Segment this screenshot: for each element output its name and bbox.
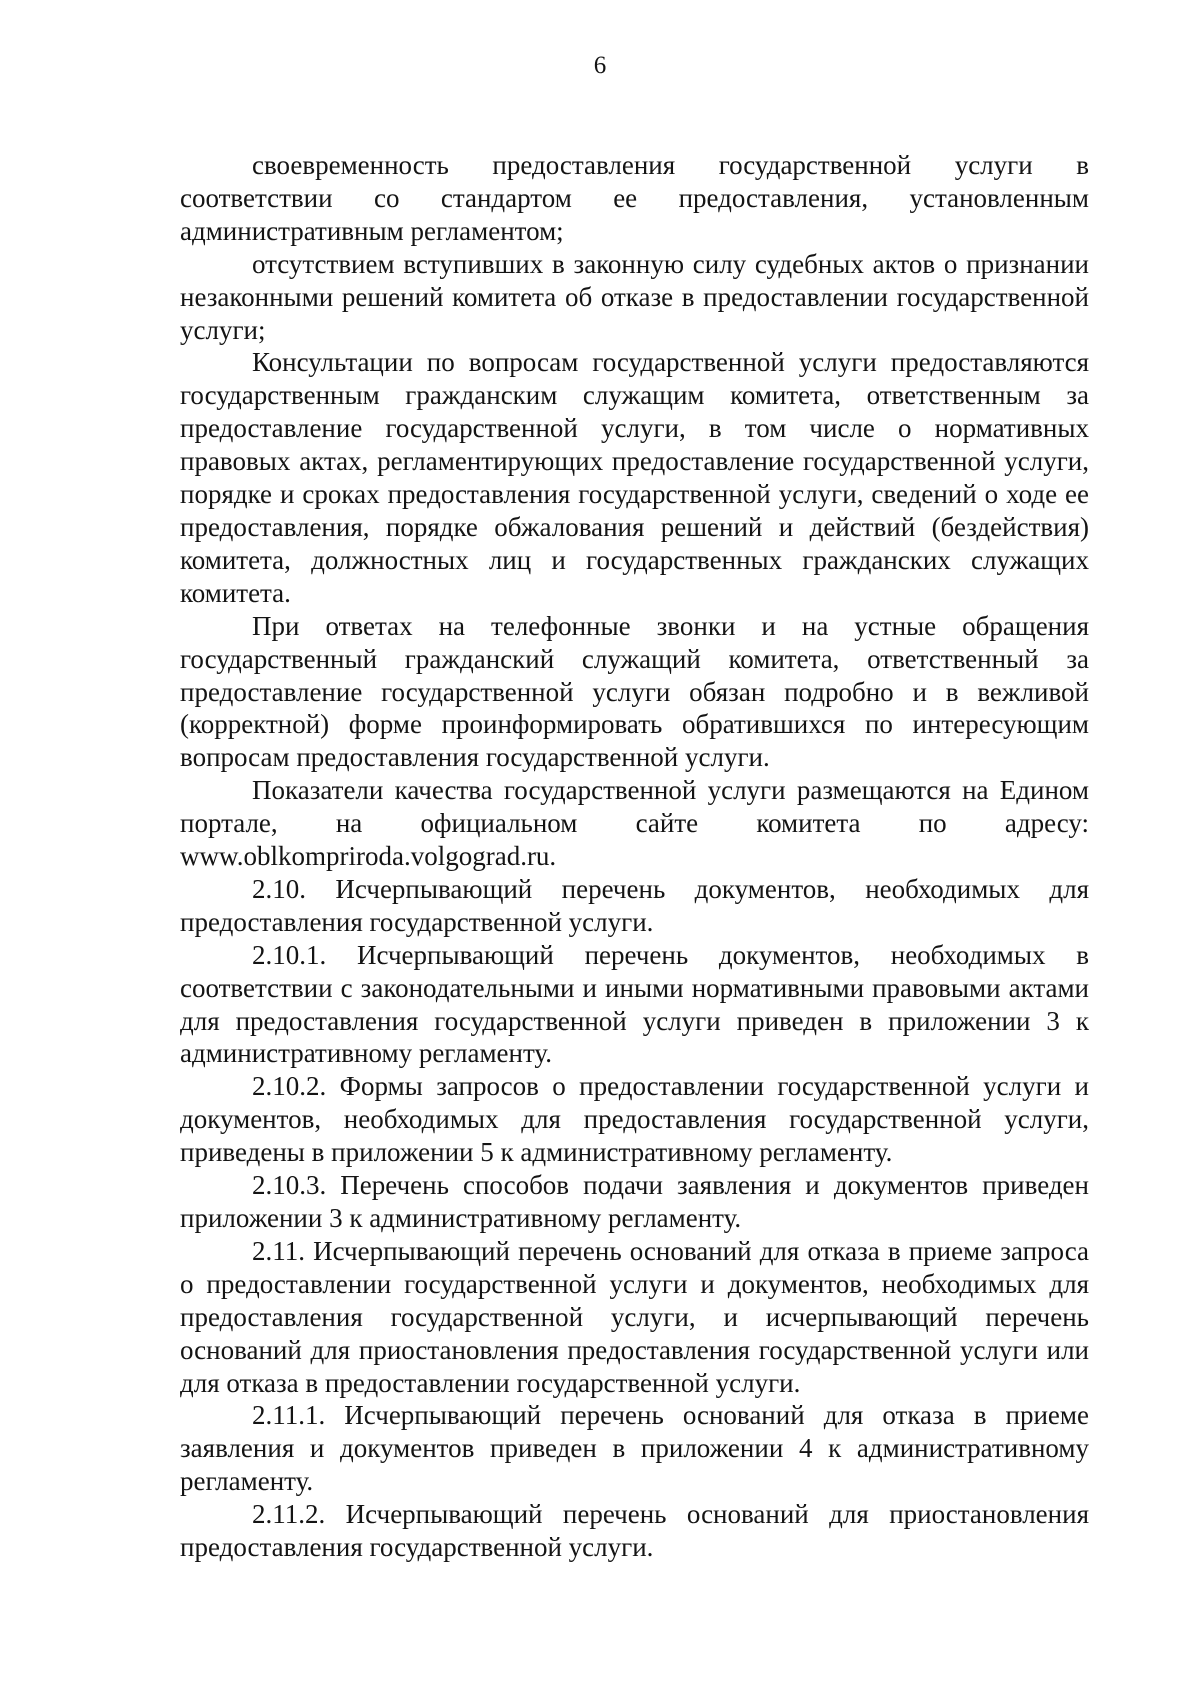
paragraph-phone-calls: При ответах на телефонные звонки и на устные обращения государственный гражданский служащий комитета, ответственный за предоставление государственной услуги обязан подробно и в вежливой (корректной) форме проинформировать обратившихся по интересующим вопросам предоставления государственной услуги. [180, 610, 1089, 773]
paragraph-2-11-1: 2.11.1. Исчерпывающий перечень оснований для отказа в приеме заявления и документов приведен в приложении 4 к административному регламенту. [180, 1400, 1089, 1497]
paragraph-2-10-3: 2.10.3. Перечень способов подачи заявления и документов приведен приложении 3 к административному регламенту. [180, 1170, 1089, 1233]
document-body [180, 149, 1089, 1564]
paragraph-2-11: 2.11. Исчерпывающий перечень оснований для отказа в приеме запроса о предоставлении государственной услуги и документов, необходимых для предоставления государственной услуги, и исчерпывающий перечень оснований для приостановления предоставления государственной услуги или для отказа в предоставлении государственной услуги. [180, 1235, 1089, 1398]
paragraph-2-11-2: 2.11.2. Исчерпывающий перечень оснований для приостановления предоставления государственной услуги. [180, 1499, 1089, 1563]
page-number: 6 [593, 52, 607, 79]
paragraph-consultations: Консультации по вопросам государственной услуги предоставляются государственным гражданским служащим комитета, ответственным за предоставление государственной услуги, в том числе о нормативных правовых актах, регламентирующих предоставление государственной услуги, порядке и сроках предоставления государственной услуги, сведений о ходе ее предоставления, порядке обжалования решений и действий (бездействия) комитета, должностных лиц и государственных гражданских служащих комитета. [180, 347, 1089, 608]
paragraph-court-acts: отсутствием вступивших в законную силу судебных актов о признании незаконными решений комитета об отказе в предоставлении государственной услуги; [180, 248, 1089, 345]
paragraph-2-10: 2.10. Исчерпывающий перечень документов, необходимых для предоставления государственной услуги. [180, 873, 1089, 937]
paragraph-2-10-1: 2.10.1. Исчерпывающий перечень документов, необходимых в соответствии с законодательными и иными нормативными правовыми актами для предоставления государственной услуги приведен в приложении 3 к административному регламенту. [180, 939, 1089, 1069]
paragraph-timeliness: своевременность предоставления государственной услуги в соответствии со стандартом ее предоставления, установленным административным регламентом; [180, 150, 1089, 246]
paragraph-2-10-2: 2.10.2. Формы запросов о предоставлении государственной услуги и документов, необходимых для предоставления государственной услуги, приведены в приложении 5 к административному регламенту. [180, 1071, 1089, 1168]
paragraph-quality-indicators: Показатели качества государственной услуги размещаются на Едином портале, на официальном сайте комитета по адресу: www.oblkompriroda.volgograd.ru. [180, 775, 1089, 872]
